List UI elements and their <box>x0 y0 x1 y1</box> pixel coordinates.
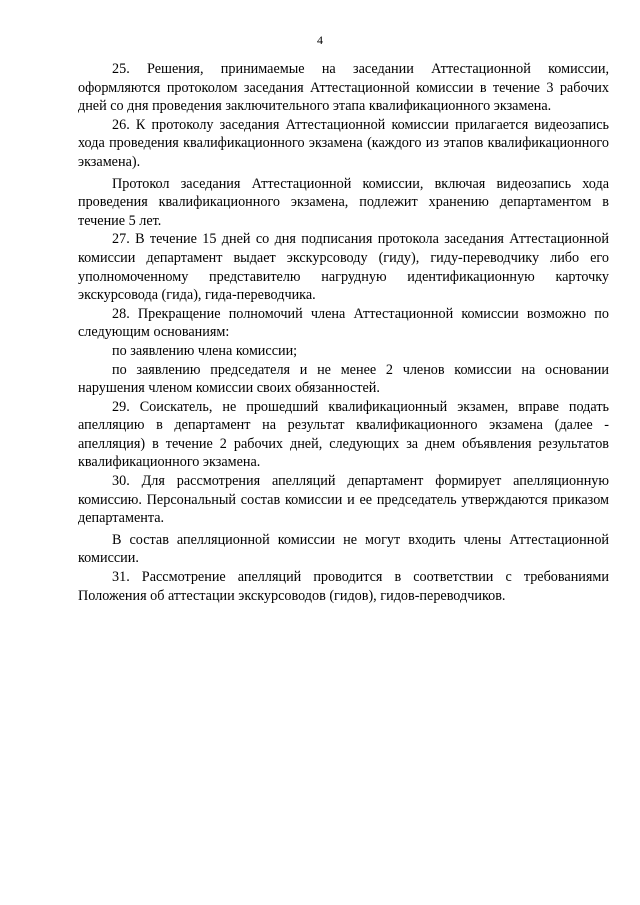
paragraph-26-protocol-storage: Протокол заседания Аттестационной комиссии, включая видеозапись хода проведения квалификационного экзамена, подлежит хранению департаментом в течение 5 лет. <box>78 175 609 229</box>
paragraph-27: 27. В течение 15 дней со дня подписания протокола заседания Аттестационной комиссии департамент выдает экскурсоводу (гиду), гиду-переводчику либо его уполномоченному представителю нагрудную идентификационную карточку экскурсовода (гида), гида-переводчика. <box>78 231 609 304</box>
paragraph-25: 25. Решения, принимаемые на заседании Аттестационной комиссии, оформляются протоколом заседания Аттестационной комиссии в течение 3 рабочих дней со дня проведения заключительного этапа квалификационного экзамена. <box>78 61 609 115</box>
paragraph-30: 30. Для рассмотрения апелляций департамент формирует апелляционную комиссию. Персональный состав комиссии и ее председатель утверждаются приказом департамента. <box>78 473 609 527</box>
paragraph-30-composition: В состав апелляционной комиссии не могут входить члены Аттестационной комиссии. <box>78 531 609 567</box>
paragraph-28-ground-1: по заявлению члена комиссии; <box>112 342 298 359</box>
page-number: 4 <box>317 33 323 47</box>
paragraph-29: 29. Соискатель, не прошедший квалификационный экзамен, вправе подать апелляцию в департамент на результат квалификационного экзамена (далее - апелляция) в течение 2 рабочих дней, следующих за днем объявления результатов квалификационного экзамена. <box>78 398 609 471</box>
paragraph-31: 31. Рассмотрение апелляций проводится в соответствии с требованиями Положения об аттестации экскурсоводов (гидов), гидов-переводчиков. <box>78 569 609 604</box>
document-body <box>78 60 609 605</box>
paragraph-28: 28. Прекращение полномочий члена Аттестационной комиссии возможно по следующим основаниям: <box>78 305 609 341</box>
paragraph-26: 26. К протоколу заседания Аттестационной комиссии прилагается видеозапись хода проведения квалификационного экзамена (каждого из этапов квалификационного экзамена). <box>78 116 609 170</box>
paragraph-28-ground-2: по заявлению председателя и не менее 2 членов комиссии на основании нарушения членом комиссии своих обязанностей. <box>78 361 609 397</box>
